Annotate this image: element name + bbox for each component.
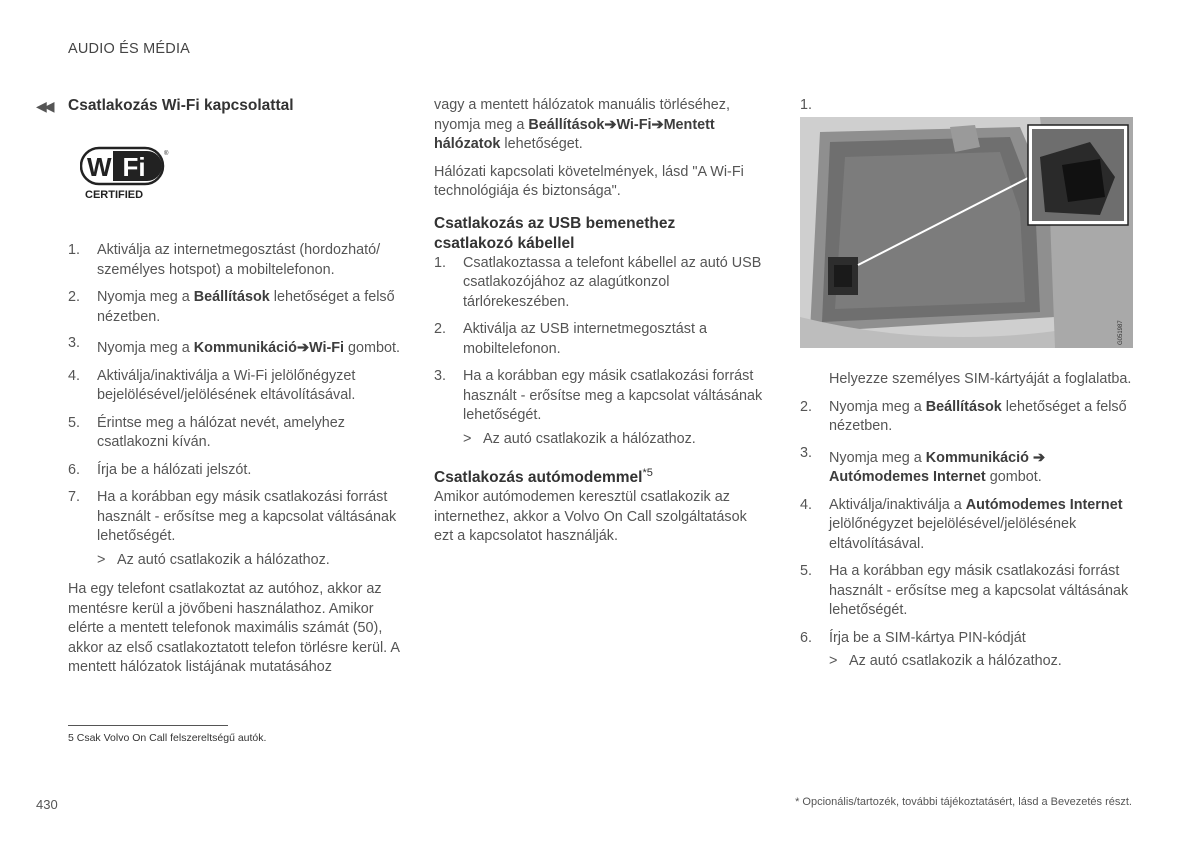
list-item: 3. Nyomja meg a Kommunikáció➔Wi-Fi gombot. bbox=[68, 335, 401, 356]
arrow-right-icon: ➔ bbox=[651, 116, 664, 133]
arrow-right-icon: ➔ bbox=[1032, 449, 1045, 466]
saved-phones-paragraph: Ha egy telefont csatlakoztat az autóhoz, akkor az mentésre kerül a jövőbeni használathoz. Amikor elérte a mentett telefonok maximális számát (50), akkor az első csatlakoztatott telefon törlésre kerül. A mentett hálózatok listájának mutatásához bbox=[68, 581, 400, 675]
step-1-text: Helyezze személyes SIM-kártyáját a foglalatba. bbox=[829, 371, 1132, 387]
saved-networks-paragraph: vagy a mentett hálózatok manuális törléséhez, nyomja meg a Beállítások➔Wi-Fi➔Mentett hálózatok lehetőséget. bbox=[434, 97, 730, 152]
section-header: AUDIO ÉS MÉDIA bbox=[68, 41, 191, 57]
column-3 bbox=[800, 370, 1140, 680]
registered-mark: ® bbox=[164, 151, 169, 157]
result-line: > Az autó csatlakozik a hálózathoz. bbox=[463, 430, 696, 447]
column-2 bbox=[434, 96, 764, 555]
list-item: 3. Ha a korábban egy másik csatlakozási forrást használt - erősítse meg a kapcsolat váltásának lehetőségét. bbox=[434, 368, 763, 423]
footnote-divider bbox=[68, 725, 228, 726]
list-item: 4. Aktiválja/inaktiválja a Autómodemes Internet jelölőnégyzet bejelölésével/jelölésének eltávolításával. bbox=[800, 496, 1123, 552]
optional-note: * Opcionális/tartozék, további tájékoztatásért, lásd a Bevezetés részt. bbox=[795, 796, 1132, 808]
page-number: 430 bbox=[36, 797, 58, 812]
certified-label: CERTIFIED bbox=[85, 189, 144, 201]
list-item: 2. Aktiválja az USB internetmegosztást a mobiltelefonon. bbox=[434, 321, 707, 357]
list-item: 3. Nyomja meg a Kommunikáció ➔ Autómodemes Internet gombot. bbox=[800, 444, 1045, 485]
requirements-paragraph: Hálózati kapcsolati követelmények, lásd "A Wi-Fi technológiája és biztonsága". bbox=[434, 163, 744, 199]
footnote: 5 Csak Volvo On Call felszereltségű autók. bbox=[68, 732, 267, 744]
list-item: 4. Aktiválja/inaktiválja a Wi-Fi jelölőnégyzet bejelölésével/jelölésének eltávolításával. bbox=[68, 367, 356, 403]
wifi-steps-block bbox=[68, 241, 403, 686]
footnote-ref[interactable]: *5 bbox=[642, 467, 653, 479]
list-item: 7. Ha a korábban egy másik csatlakozási forrást használt - erősítse meg a kapcsolat váltásának lehetőségét. bbox=[68, 489, 397, 544]
list-item: 5. Ha a korábban egy másik csatlakozási forrást használt - erősítse meg a kapcsolat váltásának lehetőségét. bbox=[800, 563, 1129, 618]
result-line: > Az autó csatlakozik a hálózathoz. bbox=[829, 653, 1062, 669]
car-trunk-sim-slot-image bbox=[800, 117, 1133, 348]
section-title-usb: Csatlakozás az USB bemenethez csatlakozó kábellel bbox=[434, 214, 676, 252]
image-code: G051987 bbox=[1118, 320, 1124, 345]
back-arrows-icon[interactable]: ◀◀ bbox=[36, 98, 52, 114]
section-title-modem: Csatlakozás autómodemmel$^{*5}$ bbox=[434, 467, 653, 487]
list-item: 1. Aktiválja az internetmegosztást (hordozható/ személyes hotspot) a mobiltelefonon. bbox=[68, 242, 381, 278]
section-title-wifi: Csatlakozás Wi-Fi kapcsolattal bbox=[68, 97, 294, 114]
arrow-right-icon: ➔ bbox=[296, 340, 309, 356]
result-line: > Az autó csatlakozik a hálózathoz. bbox=[97, 551, 330, 568]
list-item: 6. Írja be a SIM-kártya PIN-kódját bbox=[800, 629, 1026, 646]
arrow-right-icon: ➔ bbox=[604, 116, 617, 133]
list-item: 2. Nyomja meg a Beállítások lehetőséget a felső nézetben. bbox=[800, 398, 1127, 434]
step-1-number: 1. bbox=[800, 97, 813, 113]
column-1 bbox=[68, 96, 403, 116]
list-item: 6. Írja be a hálózati jelszót. bbox=[68, 461, 252, 478]
modem-steps-list bbox=[800, 398, 1140, 649]
modem-paragraph: Amikor autómodemen keresztül csatlakozik az internethez, akkor a Volvo On Call szolgáltatások ezt a kapcsolatot használják. bbox=[434, 489, 747, 545]
wifi-certified-logo-icon bbox=[80, 145, 170, 205]
list-item: 1. Csatlakoztassa a telefont kábellel az autó USB csatlakozójához az alagútkonzol tárlórekeszében. bbox=[434, 254, 762, 310]
usb-steps-list bbox=[434, 254, 764, 426]
list-item: 2. Nyomja meg a Beállítások lehetőséget a felső nézetben. bbox=[68, 289, 395, 325]
wifi-steps-list bbox=[68, 241, 403, 547]
list-item: 5. Érintse meg a hálózat nevét, amelyhez csatlakozni kíván. bbox=[68, 414, 345, 450]
wifi-logo-text-wi: Wi Fi bbox=[87, 152, 146, 182]
